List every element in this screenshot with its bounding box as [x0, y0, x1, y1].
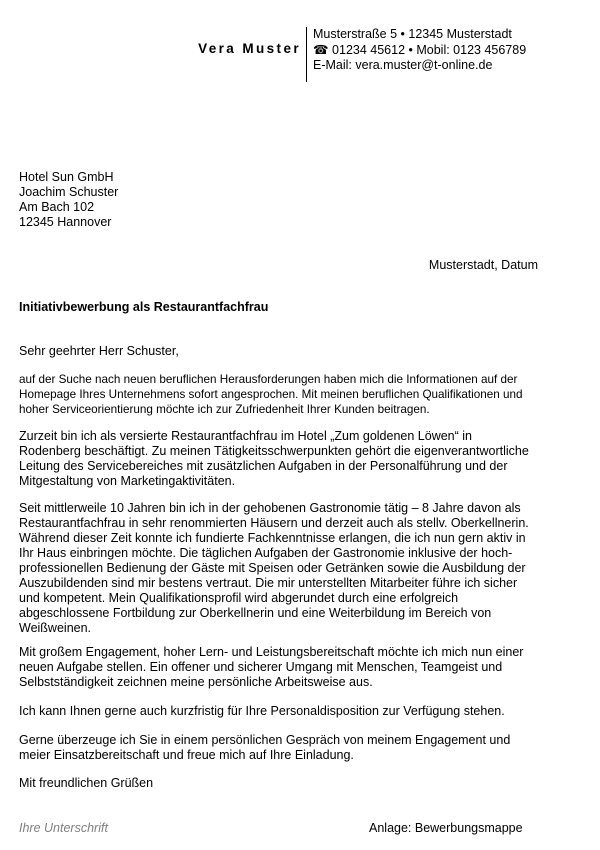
recipient-street: Am Bach 102: [19, 200, 95, 214]
paragraph-3: [19, 501, 539, 636]
paragraph-line: Weißweinen.: [19, 621, 92, 635]
paragraph-line: Während dieser Zeit konnte ich fundierte Fachkenntnisse erlangen, die ich nun gern aktiv in: [19, 531, 526, 545]
attachment-note: Anlage: Bewerbungsmappe: [369, 821, 523, 835]
paragraph-line: Ihr Haus einbringen möchte. Die täglichen Aufgaben der Gastronomie inklusive der hoch-: [19, 546, 513, 560]
paragraph-line: abgeschlossene Fortbildung zur Oberkellnerin und eine Weiterbildung im Bereich von: [19, 606, 492, 620]
paragraph-line: meier Einsatzbereitschaft und freue mich auf Ihre Einladung.: [19, 748, 354, 762]
recipient-company: Hotel Sun GmbH: [19, 170, 114, 184]
place-date: Musterstadt, Datum: [428, 258, 538, 272]
sender-phone: ☎ 01234 45612 • Mobil: 0123 456789: [313, 42, 527, 57]
recipient-person: Joachim Schuster: [19, 185, 119, 199]
paragraph-line: Zurzeit bin ich als versierte Restaurantfachfrau im Hotel „Zum goldenen Löwen“ in: [19, 429, 472, 443]
sender-name: Vera Muster: [198, 41, 301, 56]
paragraph-line: und kompetent. Mein Qualifikationsprofil wird abgerundet durch eine erfolgreich: [19, 591, 459, 605]
paragraph-line: Selbstständigkeit zeichnen meine persönliche Arbeitsweise aus.: [19, 675, 373, 689]
recipient-address: [19, 170, 118, 230]
paragraph-line: Auszubildenden sind mir bestens vertraut. Die mir unterstellten Mitarbeiter führe ich sicher: [19, 576, 518, 590]
signature-placeholder: Ihre Unterschrift: [19, 821, 108, 835]
paragraph-line: Leitung des Servicebereiches mit zusätzlichen Aufgaben in der Personalführung und der: [19, 459, 508, 473]
paragraph-line: neuen Aufgabe stellen. Ein offener und sicherer Umgang mit Menschen, Teamgeist und: [19, 660, 503, 674]
sender-address: Musterstraße 5 • 12345 Musterstadt: [313, 27, 512, 41]
letterhead-divider: [306, 27, 307, 82]
paragraph-6: [19, 733, 539, 763]
paragraph-line: Mitgestaltung von Marketingaktivitäten.: [19, 474, 236, 488]
paragraph-line: professionellen Bedienung der Gäste mit Speisen oder Getränken sowie die Ausbildung der: [19, 561, 526, 575]
paragraph-5: [19, 704, 539, 719]
paragraph-1: [19, 372, 539, 417]
paragraph-line: Homepage Ihres Unternehmens sofort angesprochen. Mit meinen beruflichen Qualifikationen und: [19, 388, 523, 401]
closing: Mit freundlichen Grüßen: [19, 776, 154, 790]
paragraph-line: hoher Serviceorientierung möchte ich zur Zufriedenheit Ihrer Kunden beitragen.: [19, 403, 430, 416]
paragraph-line: Restaurantfachfrau in sehr renommierten Häusern und derzeit auch als stellv. Oberkellnerin.: [19, 516, 529, 530]
paragraph-line: Rodenberg beschäftigt. Zu meinen Tätigkeitsschwerpunkten gehört die eigenverantwortliche: [19, 444, 529, 458]
salutation: Sehr geehrter Herr Schuster,: [19, 344, 179, 358]
paragraph-2: [19, 429, 539, 489]
letter-subject: Initiativbewerbung als Restaurantfachfrau: [19, 300, 269, 314]
paragraph-4: [19, 645, 539, 690]
sender-email: E-Mail: vera.muster@t-online.de: [313, 58, 493, 72]
paragraph-line: Gerne überzeuge ich Sie in einem persönlichen Gespräch von meinem Engagement und: [19, 733, 511, 747]
paragraph-line: Ich kann Ihnen gerne auch kurzfristig für Ihre Personaldisposition zur Verfügung stehen.: [19, 704, 505, 718]
paragraph-line: Seit mittlerweile 10 Jahren bin ich in der gehobenen Gastronomie tätig – 8 Jahre davon als: [19, 501, 521, 515]
paragraph-line: auf der Suche nach neuen beruflichen Herausforderungen haben mich die Informationen auf der: [19, 373, 518, 386]
recipient-city: 12345 Hannover: [19, 215, 112, 229]
sender-contact: [313, 27, 526, 74]
paragraph-line: Mit großem Engagement, hoher Lern- und Leistungsbereitschaft möchte ich mich nun einer: [19, 645, 524, 659]
